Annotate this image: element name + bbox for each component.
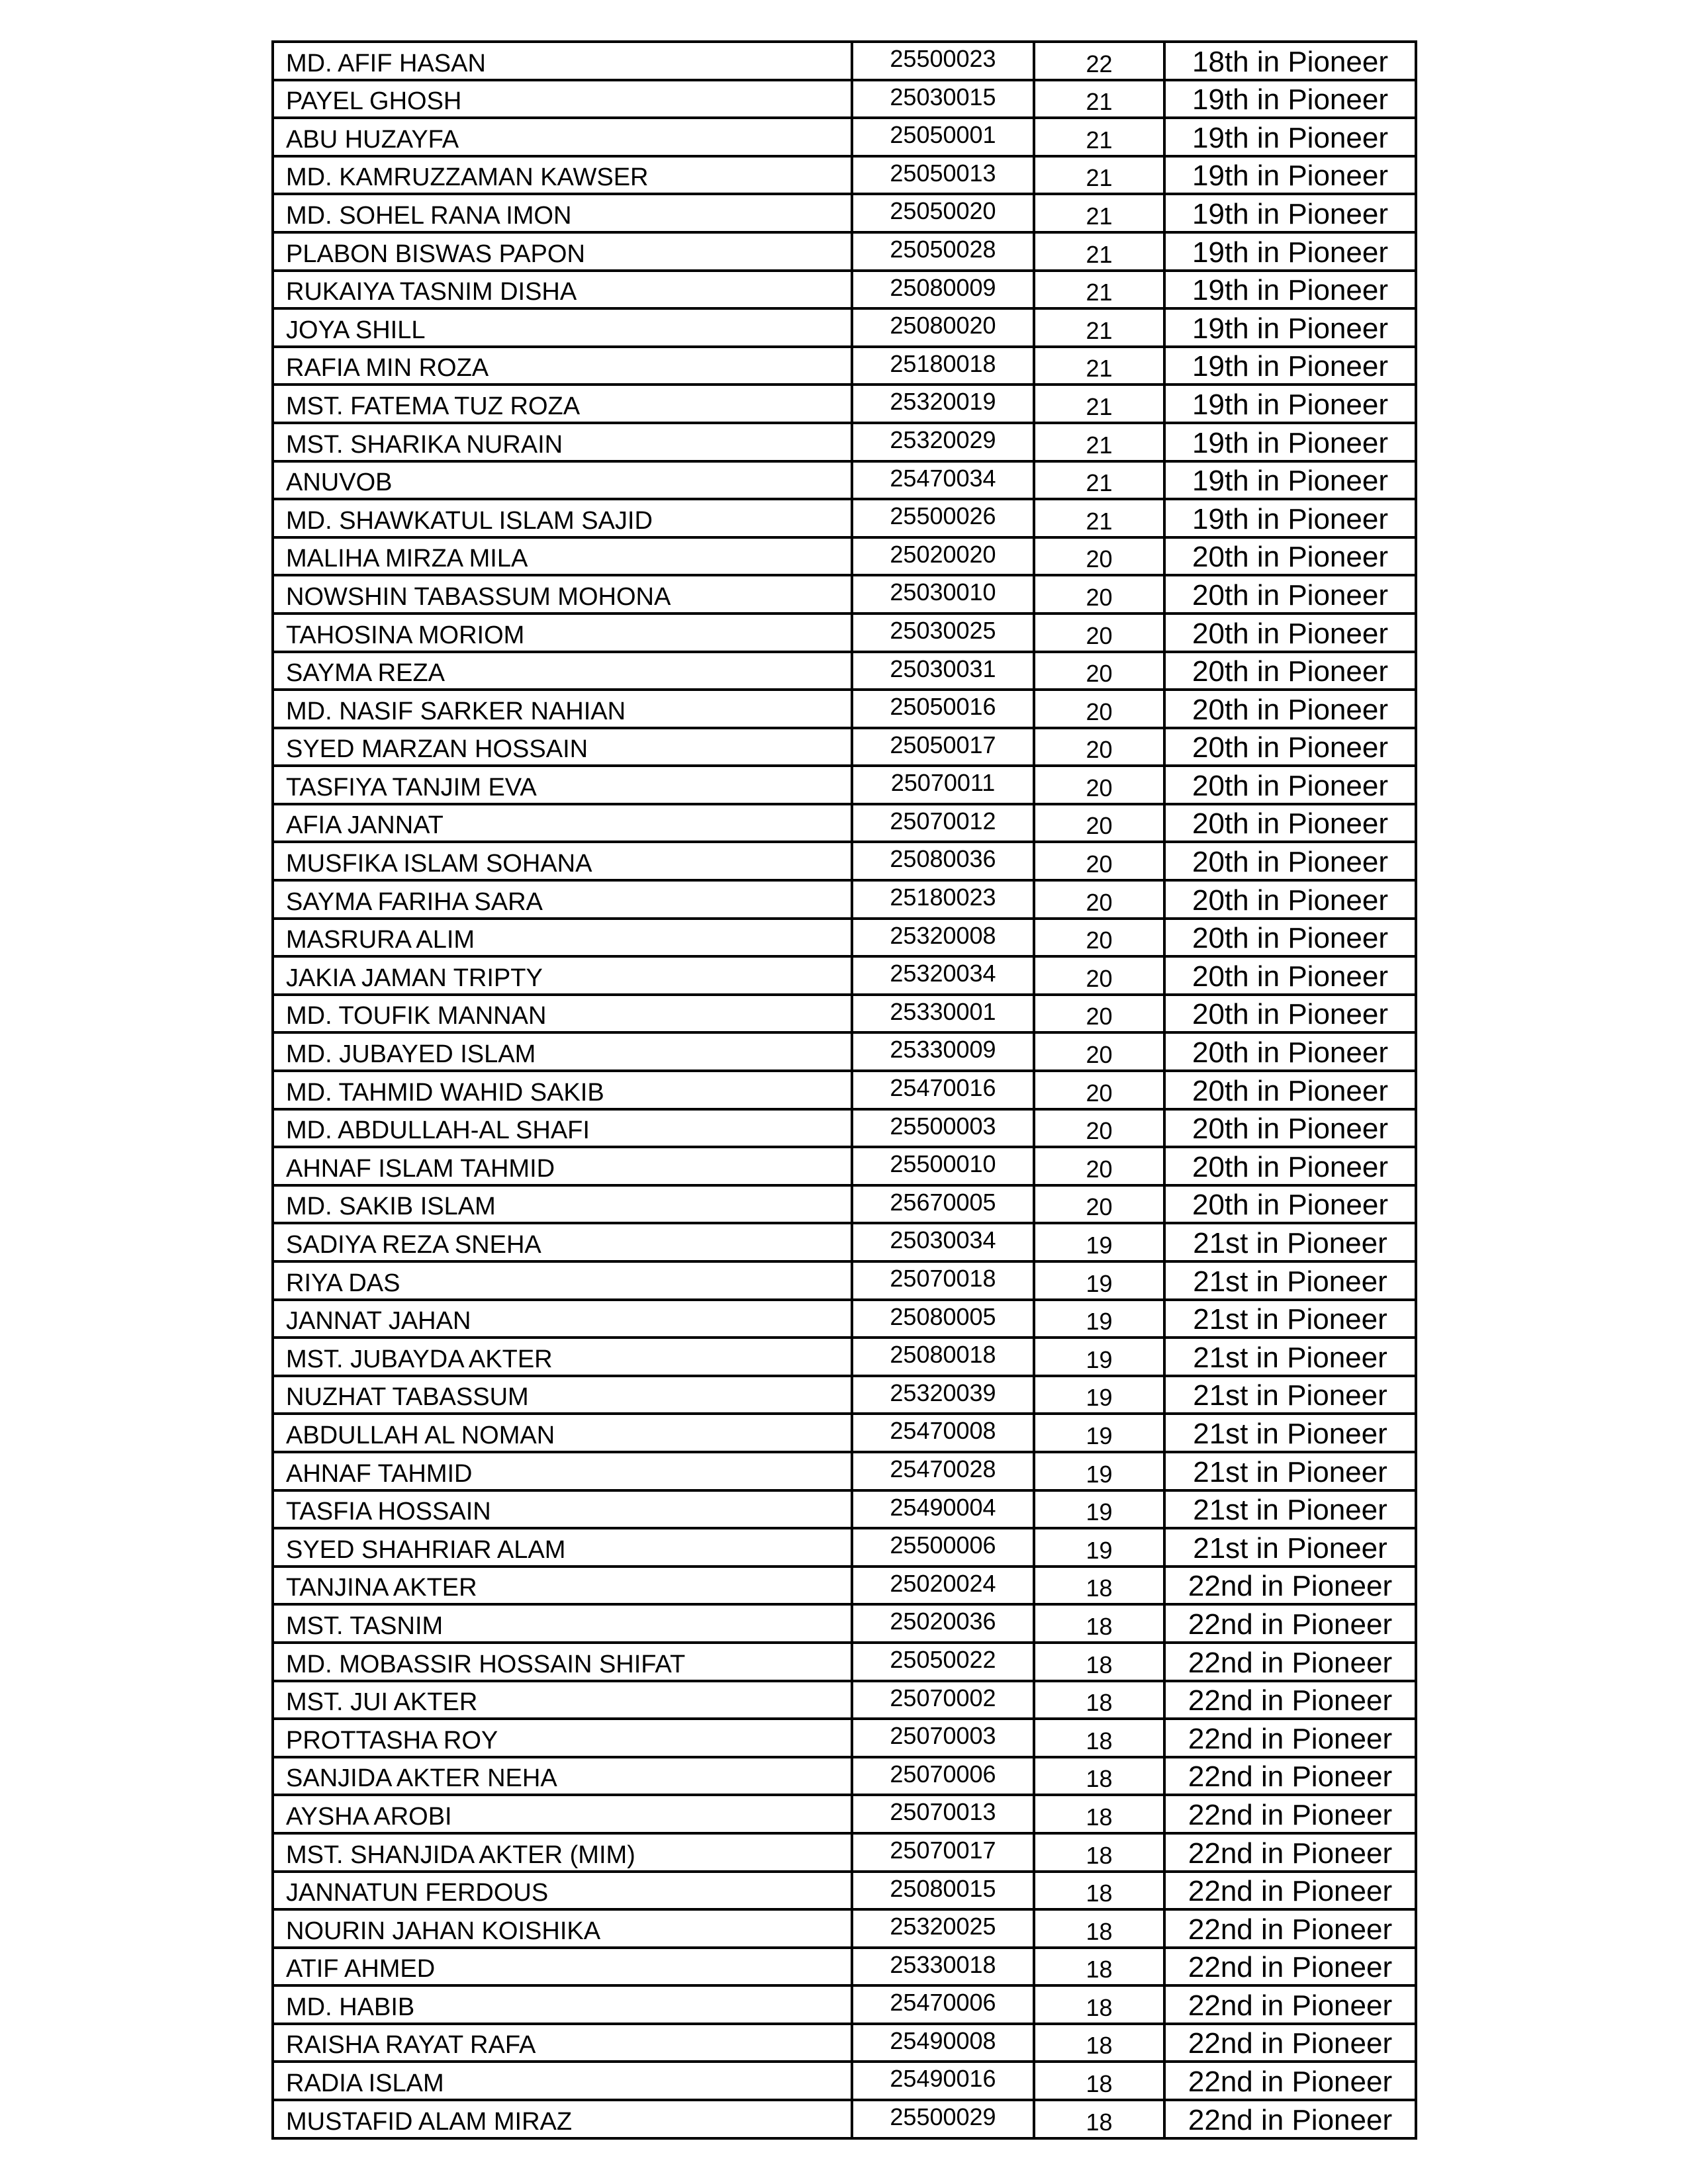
table-row: [273, 690, 1416, 728]
marks: 21: [1034, 499, 1164, 537]
marks: 18: [1034, 2062, 1164, 2100]
student-name: MUSTAFID ALAM MIRAZ: [273, 2100, 852, 2138]
roll-number: 25470008: [852, 1414, 1034, 1452]
roll-number: 25070011: [852, 766, 1034, 804]
table-row: [273, 1719, 1416, 1757]
student-name: MST. FATEMA TUZ ROZA: [273, 385, 852, 423]
table-row: [273, 728, 1416, 766]
roll-number: 25050001: [852, 118, 1034, 156]
table-row: [273, 537, 1416, 576]
merit-position: 20th in Pioneer: [1164, 919, 1416, 957]
merit-position: 22nd in Pioneer: [1164, 2100, 1416, 2138]
student-name: PROTTASHA ROY: [273, 1719, 852, 1757]
roll-number: 25020024: [852, 1567, 1034, 1605]
roll-number: 25490004: [852, 1490, 1034, 1529]
marks: 18: [1034, 1681, 1164, 1719]
student-name: TASFIA HOSSAIN: [273, 1490, 852, 1529]
merit-position: 22nd in Pioneer: [1164, 1567, 1416, 1605]
table-row: [273, 2100, 1416, 2138]
merit-position: 22nd in Pioneer: [1164, 1643, 1416, 1681]
merit-position: 22nd in Pioneer: [1164, 1833, 1416, 1872]
roll-number: 25020036: [852, 1604, 1034, 1643]
student-name: MST. TASNIM: [273, 1604, 852, 1643]
student-name: PLABON BISWAS PAPON: [273, 232, 852, 271]
student-name: MD. AFIF HASAN: [273, 42, 852, 80]
table-row: [273, 308, 1416, 347]
marks: 20: [1034, 880, 1164, 919]
table-row: [273, 461, 1416, 500]
student-name: ATIF AHMED: [273, 1948, 852, 1986]
results-table: [271, 40, 1417, 2140]
marks: 20: [1034, 652, 1164, 690]
student-name: TASFIYA TANJIM EVA: [273, 766, 852, 804]
roll-number: 25070018: [852, 1261, 1034, 1300]
marks: 19: [1034, 1452, 1164, 1490]
student-name: MALIHA MIRZA MILA: [273, 537, 852, 576]
merit-position: 20th in Pioneer: [1164, 614, 1416, 652]
roll-number: 25180023: [852, 880, 1034, 919]
roll-number: 25050017: [852, 728, 1034, 766]
table-row: [273, 766, 1416, 804]
merit-position: 20th in Pioneer: [1164, 537, 1416, 576]
roll-number: 25080005: [852, 1300, 1034, 1338]
merit-position: 20th in Pioneer: [1164, 1147, 1416, 1185]
merit-position: 21st in Pioneer: [1164, 1528, 1416, 1567]
student-name: RADIA ISLAM: [273, 2062, 852, 2100]
marks: 18: [1034, 1719, 1164, 1757]
merit-position: 20th in Pioneer: [1164, 690, 1416, 728]
merit-position: 19th in Pioneer: [1164, 461, 1416, 500]
marks: 19: [1034, 1528, 1164, 1567]
table-row: [273, 232, 1416, 271]
roll-number: 25080036: [852, 842, 1034, 880]
table-row: [273, 1948, 1416, 1986]
marks: 20: [1034, 956, 1164, 995]
roll-number: 25320025: [852, 1909, 1034, 1948]
student-name: ABDULLAH AL NOMAN: [273, 1414, 852, 1452]
roll-number: 25470006: [852, 1985, 1034, 2024]
student-name: MD. MOBASSIR HOSSAIN SHIFAT: [273, 1643, 852, 1681]
merit-position: 18th in Pioneer: [1164, 42, 1416, 80]
table-row: [273, 118, 1416, 156]
student-name: SAYMA FARIHA SARA: [273, 880, 852, 919]
merit-position: 22nd in Pioneer: [1164, 2062, 1416, 2100]
table-row: [273, 1490, 1416, 1529]
merit-position: 20th in Pioneer: [1164, 575, 1416, 614]
student-name: RUKAIYA TASNIM DISHA: [273, 271, 852, 309]
marks: 21: [1034, 118, 1164, 156]
roll-number: 25320034: [852, 956, 1034, 995]
marks: 20: [1034, 804, 1164, 842]
merit-position: 20th in Pioneer: [1164, 995, 1416, 1033]
table-row: [273, 1757, 1416, 1796]
table-row: [273, 1681, 1416, 1719]
marks: 18: [1034, 1872, 1164, 1910]
roll-number: 25500006: [852, 1528, 1034, 1567]
student-name: NOWSHIN TABASSUM MOHONA: [273, 575, 852, 614]
merit-position: 19th in Pioneer: [1164, 347, 1416, 385]
marks: 20: [1034, 1032, 1164, 1071]
roll-number: 25500029: [852, 2100, 1034, 2138]
merit-position: 20th in Pioneer: [1164, 652, 1416, 690]
merit-position: 21st in Pioneer: [1164, 1300, 1416, 1338]
marks: 20: [1034, 1071, 1164, 1109]
table-row: [273, 804, 1416, 842]
merit-position: 21st in Pioneer: [1164, 1376, 1416, 1414]
table-row: [273, 995, 1416, 1033]
marks: 20: [1034, 690, 1164, 728]
student-name: JANNAT JAHAN: [273, 1300, 852, 1338]
student-name: MST. SHANJIDA AKTER (MIM): [273, 1833, 852, 1872]
merit-position: 22nd in Pioneer: [1164, 1872, 1416, 1910]
marks: 18: [1034, 2100, 1164, 2138]
merit-position: 19th in Pioneer: [1164, 118, 1416, 156]
student-name: SAYMA REZA: [273, 652, 852, 690]
marks: 21: [1034, 194, 1164, 232]
student-name: SANJIDA AKTER NEHA: [273, 1757, 852, 1796]
student-name: TAHOSINA MORIOM: [273, 614, 852, 652]
marks: 18: [1034, 1643, 1164, 1681]
table-row: [273, 956, 1416, 995]
table-row: [273, 1147, 1416, 1185]
merit-position: 22nd in Pioneer: [1164, 1681, 1416, 1719]
merit-position: 20th in Pioneer: [1164, 1185, 1416, 1224]
table-row: [273, 919, 1416, 957]
marks: 18: [1034, 1909, 1164, 1948]
student-name: NUZHAT TABASSUM: [273, 1376, 852, 1414]
merit-position: 20th in Pioneer: [1164, 1071, 1416, 1109]
merit-position: 19th in Pioneer: [1164, 232, 1416, 271]
student-name: MD. HABIB: [273, 1985, 852, 2024]
roll-number: 25020020: [852, 537, 1034, 576]
roll-number: 25050022: [852, 1643, 1034, 1681]
table-row: [273, 1032, 1416, 1071]
marks: 20: [1034, 1147, 1164, 1185]
table-row: [273, 347, 1416, 385]
marks: 21: [1034, 80, 1164, 118]
table-row: [273, 2024, 1416, 2062]
marks: 21: [1034, 461, 1164, 500]
table-row: [273, 385, 1416, 423]
table-row: [273, 880, 1416, 919]
marks: 19: [1034, 1376, 1164, 1414]
marks: 21: [1034, 385, 1164, 423]
roll-number: 25070013: [852, 1795, 1034, 1833]
marks: 21: [1034, 423, 1164, 461]
marks: 18: [1034, 2024, 1164, 2062]
merit-position: 20th in Pioneer: [1164, 766, 1416, 804]
merit-position: 20th in Pioneer: [1164, 728, 1416, 766]
roll-number: 25030025: [852, 614, 1034, 652]
marks: 19: [1034, 1490, 1164, 1529]
merit-position: 19th in Pioneer: [1164, 308, 1416, 347]
merit-position: 19th in Pioneer: [1164, 271, 1416, 309]
table-row: [273, 42, 1416, 80]
roll-number: 25500023: [852, 42, 1034, 80]
roll-number: 25080020: [852, 308, 1034, 347]
marks: 20: [1034, 1109, 1164, 1148]
table-row: [273, 1909, 1416, 1948]
roll-number: 25470034: [852, 461, 1034, 500]
table-row: [273, 1872, 1416, 1910]
marks: 20: [1034, 1185, 1164, 1224]
roll-number: 25070012: [852, 804, 1034, 842]
marks: 18: [1034, 1985, 1164, 2024]
roll-number: 25320039: [852, 1376, 1034, 1414]
marks: 21: [1034, 271, 1164, 309]
table-row: [273, 575, 1416, 614]
student-name: SADIYA REZA SNEHA: [273, 1223, 852, 1261]
student-name: RAFIA MIN ROZA: [273, 347, 852, 385]
student-name: AFIA JANNAT: [273, 804, 852, 842]
table-row: [273, 156, 1416, 195]
student-name: JOYA SHILL: [273, 308, 852, 347]
student-name: MST. SHARIKA NURAIN: [273, 423, 852, 461]
table-row: [273, 1338, 1416, 1376]
merit-position: 22nd in Pioneer: [1164, 2024, 1416, 2062]
roll-number: 25050016: [852, 690, 1034, 728]
merit-position: 19th in Pioneer: [1164, 194, 1416, 232]
roll-number: 25320008: [852, 919, 1034, 957]
marks: 19: [1034, 1300, 1164, 1338]
merit-position: 19th in Pioneer: [1164, 499, 1416, 537]
roll-number: 25050013: [852, 156, 1034, 195]
student-name: MST. JUBAYDA AKTER: [273, 1338, 852, 1376]
student-name: PAYEL GHOSH: [273, 80, 852, 118]
table-row: [273, 1109, 1416, 1148]
student-name: MD. SHAWKATUL ISLAM SAJID: [273, 499, 852, 537]
roll-number: 25070006: [852, 1757, 1034, 1796]
marks: 18: [1034, 1833, 1164, 1872]
table-row: [273, 1795, 1416, 1833]
marks: 18: [1034, 1795, 1164, 1833]
student-name: ANUVOB: [273, 461, 852, 500]
student-name: ABU HUZAYFA: [273, 118, 852, 156]
student-name: MD. SAKIB ISLAM: [273, 1185, 852, 1224]
merit-position: 19th in Pioneer: [1164, 385, 1416, 423]
table-row: [273, 1414, 1416, 1452]
marks: 20: [1034, 995, 1164, 1033]
marks: 18: [1034, 1948, 1164, 1986]
roll-number: 25490016: [852, 2062, 1034, 2100]
student-name: MD. SOHEL RANA IMON: [273, 194, 852, 232]
student-name: SYED MARZAN HOSSAIN: [273, 728, 852, 766]
student-name: JANNATUN FERDOUS: [273, 1872, 852, 1910]
student-name: MD. TOUFIK MANNAN: [273, 995, 852, 1033]
table-row: [273, 1567, 1416, 1605]
roll-number: 25070002: [852, 1681, 1034, 1719]
merit-position: 20th in Pioneer: [1164, 842, 1416, 880]
table-row: [273, 1300, 1416, 1338]
table-row: [273, 499, 1416, 537]
table-row: [273, 2062, 1416, 2100]
marks: 21: [1034, 347, 1164, 385]
roll-number: 25470028: [852, 1452, 1034, 1490]
student-name: MD. KAMRUZZAMAN KAWSER: [273, 156, 852, 195]
merit-position: 20th in Pioneer: [1164, 1109, 1416, 1148]
table-row: [273, 194, 1416, 232]
merit-position: 21st in Pioneer: [1164, 1490, 1416, 1529]
marks: 22: [1034, 42, 1164, 80]
marks: 20: [1034, 614, 1164, 652]
marks: 21: [1034, 156, 1164, 195]
table-row: [273, 1528, 1416, 1567]
table-row: [273, 1261, 1416, 1300]
marks: 19: [1034, 1338, 1164, 1376]
merit-position: 20th in Pioneer: [1164, 1032, 1416, 1071]
merit-position: 21st in Pioneer: [1164, 1338, 1416, 1376]
student-name: SYED SHAHRIAR ALAM: [273, 1528, 852, 1567]
table-row: [273, 842, 1416, 880]
roll-number: 25330001: [852, 995, 1034, 1033]
roll-number: 25470016: [852, 1071, 1034, 1109]
roll-number: 25080009: [852, 271, 1034, 309]
table-row: [273, 271, 1416, 309]
roll-number: 25070003: [852, 1719, 1034, 1757]
merit-position: 21st in Pioneer: [1164, 1261, 1416, 1300]
merit-position: 22nd in Pioneer: [1164, 1909, 1416, 1948]
student-name: JAKIA JAMAN TRIPTY: [273, 956, 852, 995]
roll-number: 25320019: [852, 385, 1034, 423]
marks: 20: [1034, 575, 1164, 614]
merit-position: 21st in Pioneer: [1164, 1452, 1416, 1490]
roll-number: 25050020: [852, 194, 1034, 232]
merit-position: 22nd in Pioneer: [1164, 1985, 1416, 2024]
student-name: MD. JUBAYED ISLAM: [273, 1032, 852, 1071]
student-name: TANJINA AKTER: [273, 1567, 852, 1605]
student-name: MUSFIKA ISLAM SOHANA: [273, 842, 852, 880]
student-name: MD. ABDULLAH-AL SHAFI: [273, 1109, 852, 1148]
marks: 20: [1034, 919, 1164, 957]
marks: 20: [1034, 537, 1164, 576]
merit-position: 19th in Pioneer: [1164, 80, 1416, 118]
marks: 19: [1034, 1261, 1164, 1300]
marks: 18: [1034, 1757, 1164, 1796]
table-row: [273, 1223, 1416, 1261]
table-row: [273, 1833, 1416, 1872]
roll-number: 25030031: [852, 652, 1034, 690]
student-name: AHNAF TAHMID: [273, 1452, 852, 1490]
roll-number: 25490008: [852, 2024, 1034, 2062]
student-name: RAISHA RAYAT RAFA: [273, 2024, 852, 2062]
roll-number: 25500010: [852, 1147, 1034, 1185]
merit-position: 22nd in Pioneer: [1164, 1719, 1416, 1757]
marks: 19: [1034, 1223, 1164, 1261]
merit-position: 20th in Pioneer: [1164, 804, 1416, 842]
student-name: AYSHA AROBI: [273, 1795, 852, 1833]
student-name: RIYA DAS: [273, 1261, 852, 1300]
merit-position: 22nd in Pioneer: [1164, 1948, 1416, 1986]
marks: 20: [1034, 766, 1164, 804]
roll-number: 25030015: [852, 80, 1034, 118]
roll-number: 25330018: [852, 1948, 1034, 1986]
student-name: MASRURA ALIM: [273, 919, 852, 957]
table-row: [273, 614, 1416, 652]
table-row: [273, 652, 1416, 690]
roll-number: 25500026: [852, 499, 1034, 537]
marks: 21: [1034, 232, 1164, 271]
roll-number: 25080015: [852, 1872, 1034, 1910]
table-row: [273, 1452, 1416, 1490]
table-row: [273, 1376, 1416, 1414]
roll-number: 25080018: [852, 1338, 1034, 1376]
merit-position: 19th in Pioneer: [1164, 423, 1416, 461]
student-name: NOURIN JAHAN KOISHIKA: [273, 1909, 852, 1948]
roll-number: 25500003: [852, 1109, 1034, 1148]
table-row: [273, 1643, 1416, 1681]
merit-position: 22nd in Pioneer: [1164, 1604, 1416, 1643]
roll-number: 25320029: [852, 423, 1034, 461]
roll-number: 25030034: [852, 1223, 1034, 1261]
merit-position: 20th in Pioneer: [1164, 880, 1416, 919]
merit-position: 22nd in Pioneer: [1164, 1795, 1416, 1833]
marks: 19: [1034, 1414, 1164, 1452]
student-name: MD. TAHMID WAHID SAKIB: [273, 1071, 852, 1109]
student-name: MST. JUI AKTER: [273, 1681, 852, 1719]
table-row: [273, 1185, 1416, 1224]
roll-number: 25670005: [852, 1185, 1034, 1224]
results-table-body: [273, 42, 1416, 2138]
marks: 18: [1034, 1567, 1164, 1605]
roll-number: 25050028: [852, 232, 1034, 271]
marks: 20: [1034, 728, 1164, 766]
table-row: [273, 423, 1416, 461]
roll-number: 25330009: [852, 1032, 1034, 1071]
roll-number: 25070017: [852, 1833, 1034, 1872]
table-row: [273, 1985, 1416, 2024]
merit-position: 21st in Pioneer: [1164, 1223, 1416, 1261]
student-name: MD. NASIF SARKER NAHIAN: [273, 690, 852, 728]
roll-number: 25030010: [852, 575, 1034, 614]
merit-position: 22nd in Pioneer: [1164, 1757, 1416, 1796]
marks: 18: [1034, 1604, 1164, 1643]
merit-position: 19th in Pioneer: [1164, 156, 1416, 195]
table-row: [273, 1071, 1416, 1109]
student-name: AHNAF ISLAM TAHMID: [273, 1147, 852, 1185]
marks: 20: [1034, 842, 1164, 880]
roll-number: 25180018: [852, 347, 1034, 385]
table-row: [273, 80, 1416, 118]
table-row: [273, 1604, 1416, 1643]
merit-position: 20th in Pioneer: [1164, 956, 1416, 995]
merit-position: 21st in Pioneer: [1164, 1414, 1416, 1452]
marks: 21: [1034, 308, 1164, 347]
